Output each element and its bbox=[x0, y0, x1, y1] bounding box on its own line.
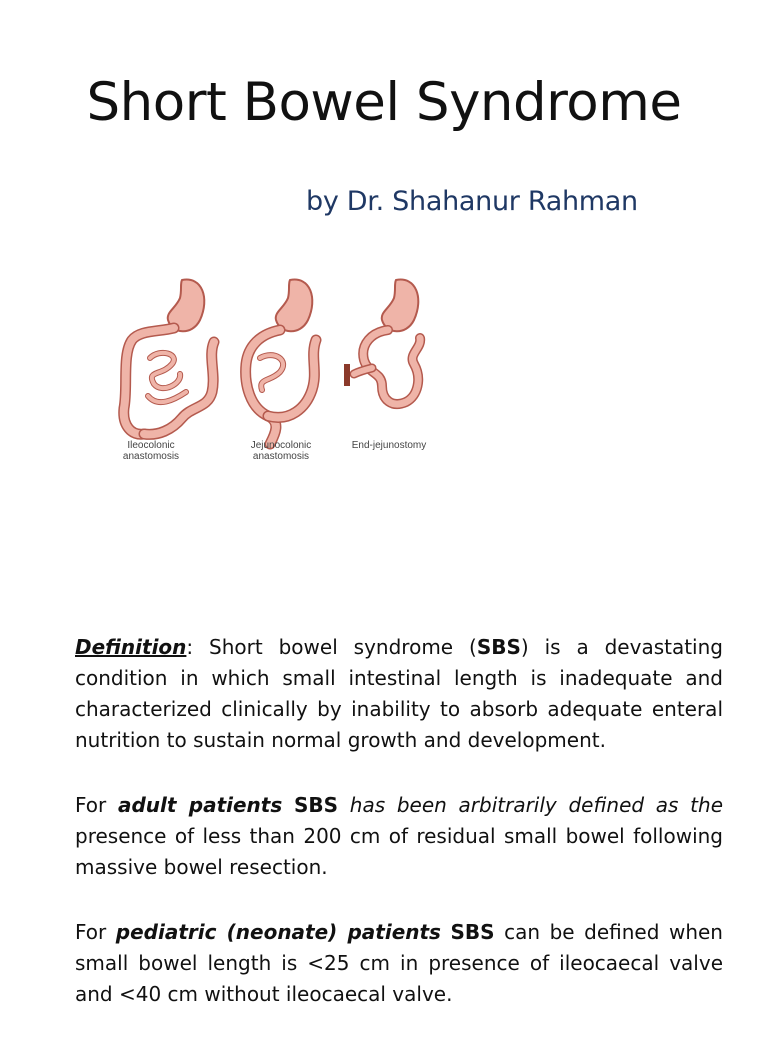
pediatric-paragraph: For pediatric (neonate) patients SBS can be defined when small bowel length is <25 cm in presence of ileocaecal valve and <40 cm without ileocaecal valve. bbox=[75, 920, 723, 1006]
pediatric-patients-term: pediatric (neonate) patients bbox=[115, 920, 441, 944]
caption-jejunocolonic-line1: Jejunocolonic bbox=[250, 440, 312, 451]
sbs-abbreviation: SBS bbox=[293, 793, 339, 817]
ileocolonic-diagram bbox=[124, 280, 214, 435]
definition-paragraph: Definition: Short bowel syndrome (SBS) is a devastating condition in which small intestinal length is inadequate and characterized clinically by inability to absorb adequate enteral nutrition to sustain normal growth and development. bbox=[75, 635, 723, 752]
caption-end-jejunostomy: End-jejunostomy bbox=[351, 440, 427, 451]
sbs-abbreviation: SBS bbox=[476, 635, 521, 659]
definition-term: Definition bbox=[75, 635, 187, 659]
sbs-abbreviation: SBS bbox=[450, 920, 495, 944]
end-jejunostomy-diagram bbox=[344, 280, 420, 404]
author-line: by Dr. Shahanur Rahman bbox=[306, 186, 638, 217]
caption-ileocolonic-line2: anastomosis bbox=[122, 451, 180, 462]
jejunocolonic-diagram bbox=[246, 280, 316, 444]
bowel-illustration bbox=[110, 268, 440, 468]
adult-paragraph: For adult patients SBS has been arbitrarily defined as the presence of less than 200 cm of residual small bowel following massive bowel resection. bbox=[75, 793, 723, 879]
stoma-marker bbox=[344, 364, 350, 386]
slide-body bbox=[75, 632, 723, 1044]
adult-patients-term: adult patients bbox=[117, 793, 283, 817]
caption-ileocolonic-line1: Ileocolonic bbox=[127, 440, 175, 451]
caption-jejunocolonic-line2: anastomosis bbox=[252, 451, 310, 462]
anatomy-figure bbox=[110, 268, 440, 468]
slide-title: Short Bowel Syndrome bbox=[86, 72, 682, 133]
